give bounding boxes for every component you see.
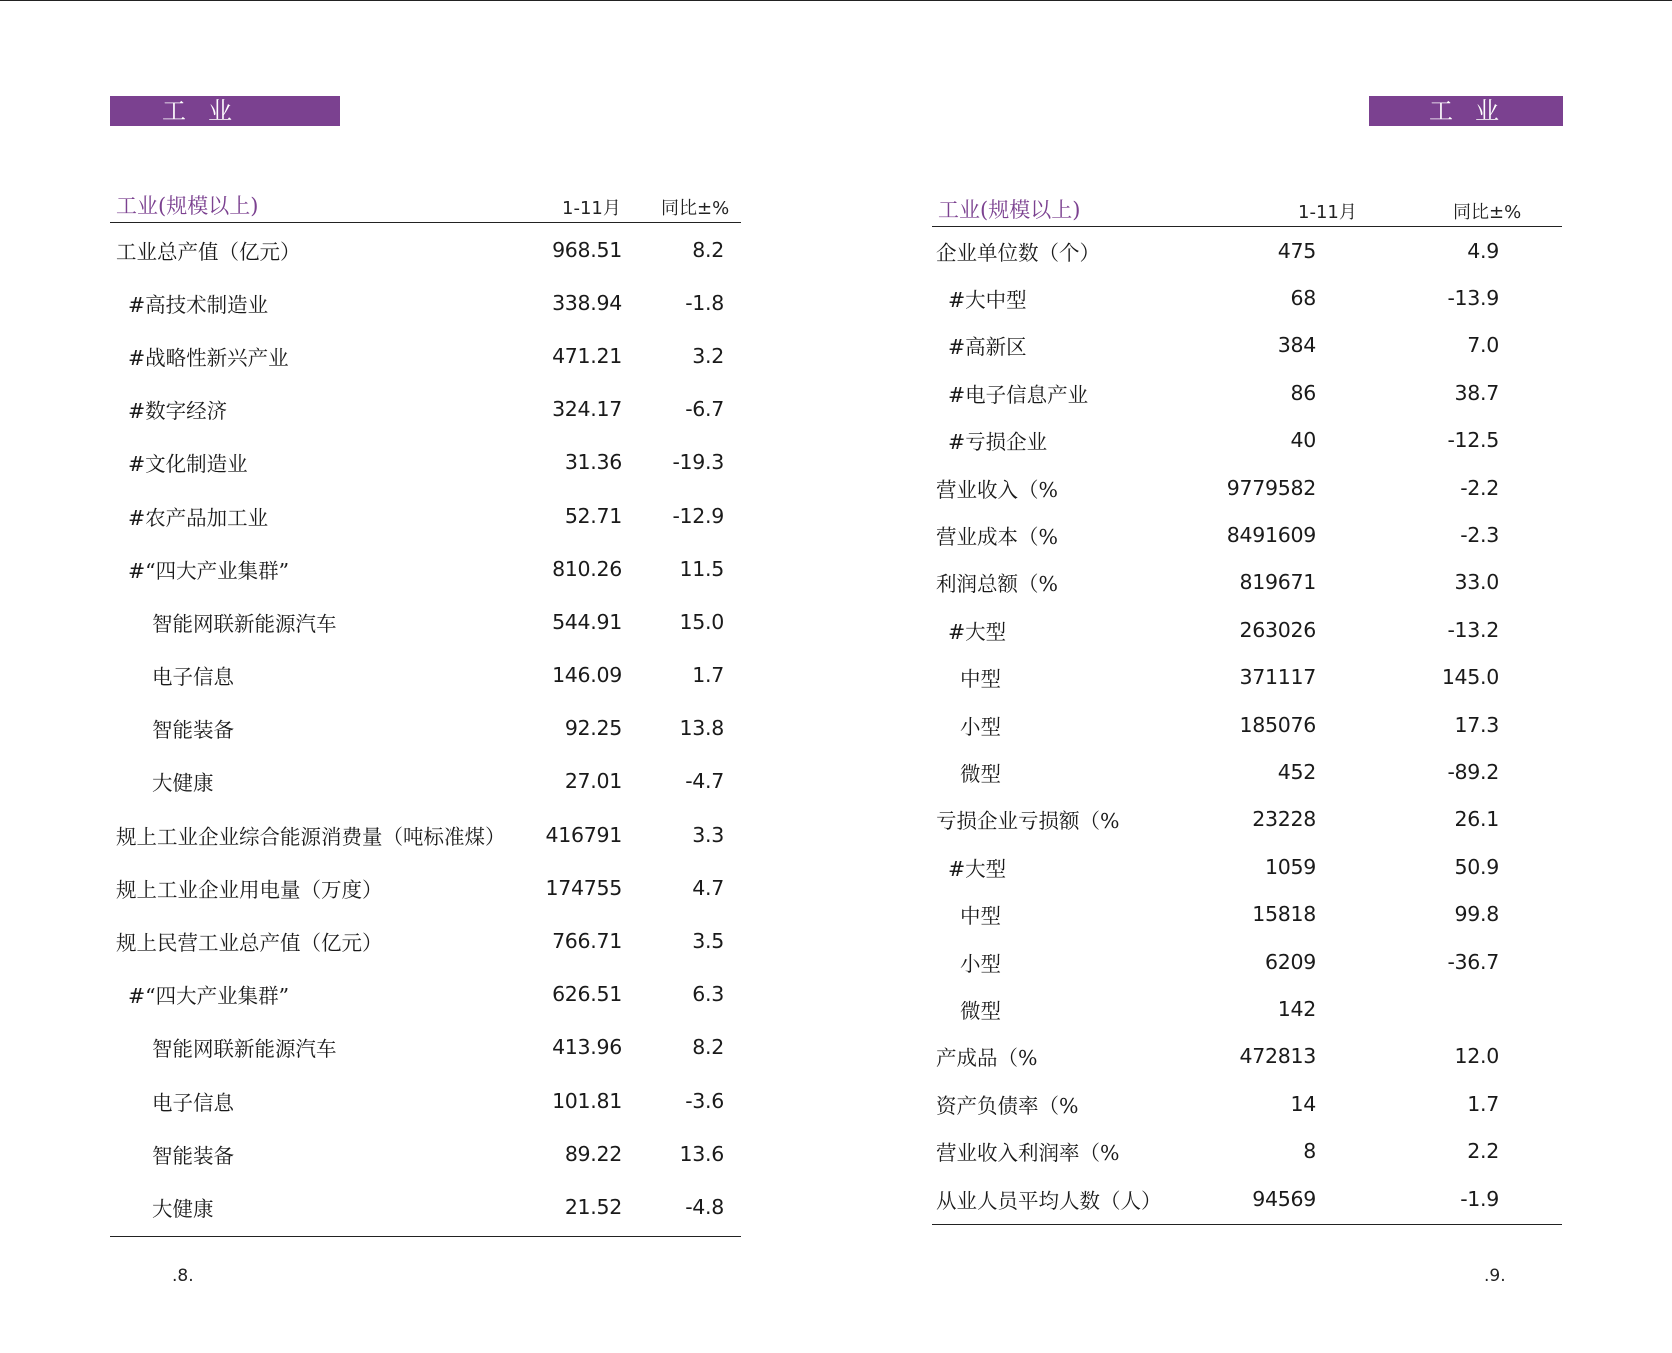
column-header-value: 1-11月 <box>562 198 621 219</box>
row-value: 475 <box>1277 238 1316 263</box>
table-row <box>110 1021 741 1074</box>
table-row <box>110 861 741 914</box>
row-label: #农产品加工业 <box>128 505 269 530</box>
row-label: 中型 <box>960 904 1001 929</box>
table-row <box>110 542 741 595</box>
row-value: 8491609 <box>1226 523 1316 548</box>
row-label: 营业成本（% <box>936 525 1058 550</box>
row-label: 中型 <box>960 667 1001 692</box>
table-row <box>932 274 1562 321</box>
table-row <box>110 914 741 967</box>
row-value: 471.21 <box>552 343 622 368</box>
row-yoy-change: -12.5 <box>1447 428 1499 453</box>
row-label: 大健康 <box>152 771 214 796</box>
row-value: 92.25 <box>564 716 622 741</box>
table-row <box>932 890 1562 937</box>
row-label: 规上民营工业总产值（亿元） <box>116 931 383 956</box>
row-yoy-change: -1.9 <box>1460 1186 1499 1211</box>
row-yoy-change: 6.3 <box>692 982 724 1007</box>
row-yoy-change: 3.2 <box>692 343 724 368</box>
table-row <box>932 843 1562 890</box>
row-yoy-change: 8.2 <box>692 1035 724 1060</box>
row-label: 营业收入（% <box>936 477 1058 502</box>
row-value: 94569 <box>1252 1186 1316 1211</box>
row-yoy-change: -1.8 <box>685 290 724 315</box>
row-label: 营业收入利润率（% <box>936 1141 1120 1166</box>
table-row <box>932 559 1562 606</box>
row-yoy-change: -13.9 <box>1447 286 1499 311</box>
row-yoy-change: 4.7 <box>692 875 724 900</box>
row-yoy-change: 12.0 <box>1454 1044 1499 1069</box>
row-label: #高技术制造业 <box>128 292 269 317</box>
row-label: 工业总产值（亿元） <box>116 239 301 264</box>
row-yoy-change: 15.0 <box>679 609 724 634</box>
row-label: 智能装备 <box>152 718 234 743</box>
row-yoy-change: 33.0 <box>1454 570 1499 595</box>
row-value: 14 <box>1290 1091 1316 1116</box>
row-label: #电子信息产业 <box>948 382 1089 407</box>
row-yoy-change: -3.6 <box>685 1088 724 1113</box>
row-yoy-change: -2.3 <box>1460 523 1499 548</box>
table-row <box>932 796 1562 843</box>
row-label: 亏损企业亏损额（% <box>936 809 1120 834</box>
row-label: 大健康 <box>152 1196 214 1221</box>
table-row <box>110 649 741 702</box>
row-yoy-change: 50.9 <box>1454 854 1499 879</box>
row-label: 产成品（% <box>936 1046 1038 1071</box>
row-yoy-change: 17.3 <box>1454 712 1499 737</box>
row-yoy-change: -6.7 <box>685 397 724 422</box>
row-yoy-change: 8.2 <box>692 237 724 262</box>
row-yoy-change: -13.2 <box>1447 617 1499 642</box>
row-value: 68 <box>1290 286 1316 311</box>
table-row <box>932 606 1562 653</box>
table-row <box>932 1175 1562 1222</box>
table-row <box>932 369 1562 416</box>
table-bottom-rule <box>932 1224 1562 1225</box>
row-yoy-change: 2.2 <box>1467 1139 1499 1164</box>
row-label: 微型 <box>960 998 1001 1023</box>
table-row <box>932 748 1562 795</box>
row-value: 21.52 <box>564 1194 622 1219</box>
row-label: #“四大产业集群” <box>128 984 290 1009</box>
row-value: 338.94 <box>552 290 622 315</box>
table-row <box>110 1180 741 1233</box>
row-yoy-change: 11.5 <box>679 556 724 581</box>
table-row <box>932 511 1562 558</box>
table-row <box>110 808 741 861</box>
column-header-yoy: 同比±% <box>1453 202 1522 223</box>
table-row <box>932 1033 1562 1080</box>
row-yoy-change: 13.8 <box>679 716 724 741</box>
row-label: 规上工业企业用电量（万度） <box>116 877 383 902</box>
table-row <box>110 755 741 808</box>
row-label: 小型 <box>960 951 1001 976</box>
row-value: 766.71 <box>552 929 622 954</box>
row-label: #文化制造业 <box>128 452 248 477</box>
row-yoy-change: -36.7 <box>1447 949 1499 974</box>
row-yoy-change: 7.0 <box>1467 333 1499 358</box>
row-yoy-change: -4.8 <box>685 1194 724 1219</box>
row-yoy-change: -4.7 <box>685 769 724 794</box>
row-label: #数字经济 <box>128 399 228 424</box>
row-value: 9779582 <box>1226 475 1316 500</box>
table-row <box>932 322 1562 369</box>
table-row <box>932 1127 1562 1174</box>
table-header <box>110 190 741 223</box>
row-value: 15818 <box>1252 902 1316 927</box>
row-value: 452 <box>1277 759 1316 784</box>
right-page <box>836 0 1672 1353</box>
row-label: #大中型 <box>948 288 1027 313</box>
row-yoy-change: 13.6 <box>679 1141 724 1166</box>
table-body <box>110 223 741 1234</box>
section-banner-left: 工业 <box>110 96 340 126</box>
row-value: 413.96 <box>552 1035 622 1060</box>
table-row <box>110 489 741 542</box>
row-value: 324.17 <box>552 397 622 422</box>
row-value: 142 <box>1277 996 1316 1021</box>
table-row <box>110 436 741 489</box>
table-title: 工业(规模以上) <box>938 198 1081 222</box>
table-row <box>110 968 741 1021</box>
table-body <box>932 227 1562 1222</box>
table-row <box>932 464 1562 511</box>
row-yoy-change: 38.7 <box>1454 380 1499 405</box>
row-value: 52.71 <box>564 503 622 528</box>
row-label: 智能网联新能源汽车 <box>152 1037 337 1062</box>
row-yoy-change: 145.0 <box>1441 665 1499 690</box>
row-yoy-change: -89.2 <box>1447 759 1499 784</box>
section-banner-right: 工业 <box>1369 96 1563 126</box>
row-label: #大型 <box>948 856 1007 881</box>
row-label: 从业人员平均人数（人） <box>936 1188 1162 1213</box>
row-yoy-change: 3.5 <box>692 929 724 954</box>
row-value: 101.81 <box>552 1088 622 1113</box>
row-value: 6209 <box>1265 949 1316 974</box>
row-label: #亏损企业 <box>948 430 1048 455</box>
row-value: 472813 <box>1239 1044 1316 1069</box>
row-value: 146.09 <box>552 663 622 688</box>
row-label: 智能网联新能源汽车 <box>152 611 337 636</box>
industry-finance-table <box>932 194 1562 1225</box>
row-value: 819671 <box>1239 570 1316 595</box>
row-yoy-change: 1.7 <box>692 663 724 688</box>
row-value: 185076 <box>1239 712 1316 737</box>
row-yoy-change: -2.2 <box>1460 475 1499 500</box>
row-yoy-change: -12.9 <box>672 503 724 528</box>
table-bottom-rule <box>110 1236 741 1237</box>
row-value: 384 <box>1277 333 1316 358</box>
page-number: .9. <box>1484 1266 1506 1286</box>
table-row <box>110 595 741 648</box>
row-value: 86 <box>1290 380 1316 405</box>
table-row <box>932 1080 1562 1127</box>
row-label: 规上工业企业综合能源消费量（吨标准煤） <box>116 824 506 849</box>
row-label: #高新区 <box>948 335 1027 360</box>
row-label: 电子信息 <box>152 665 234 690</box>
row-value: 416791 <box>545 822 622 847</box>
table-row <box>932 654 1562 701</box>
row-label: 智能装备 <box>152 1143 234 1168</box>
table-row <box>932 985 1562 1032</box>
row-value: 31.36 <box>564 450 622 475</box>
row-label: 企业单位数（个） <box>936 240 1100 265</box>
column-header-value: 1-11月 <box>1298 202 1357 223</box>
row-value: 1059 <box>1265 854 1316 879</box>
table-row <box>110 223 741 276</box>
table-row <box>110 1127 741 1180</box>
row-value: 40 <box>1290 428 1316 453</box>
row-value: 174755 <box>545 875 622 900</box>
row-label: 小型 <box>960 714 1001 739</box>
table-row <box>110 383 741 436</box>
table-row <box>932 417 1562 464</box>
page-number: .8. <box>172 1266 194 1286</box>
table-row <box>932 227 1562 274</box>
table-title: 工业(规模以上) <box>116 194 259 218</box>
row-value: 371117 <box>1239 665 1316 690</box>
row-yoy-change: 99.8 <box>1454 902 1499 927</box>
industry-output-table <box>110 190 741 1237</box>
row-value: 8 <box>1303 1139 1316 1164</box>
row-yoy-change: 26.1 <box>1454 807 1499 832</box>
row-value: 810.26 <box>552 556 622 581</box>
row-label: 电子信息 <box>152 1090 234 1115</box>
row-label: 利润总额（% <box>936 572 1058 597</box>
column-header-yoy: 同比±% <box>661 198 730 219</box>
row-value: 89.22 <box>564 1141 622 1166</box>
row-yoy-change: 4.9 <box>1467 238 1499 263</box>
table-row <box>110 276 741 329</box>
table-row <box>110 702 741 755</box>
table-row <box>932 938 1562 985</box>
row-value: 263026 <box>1239 617 1316 642</box>
row-value: 27.01 <box>564 769 622 794</box>
row-value: 626.51 <box>552 982 622 1007</box>
row-label: 资产负债率（% <box>936 1093 1079 1118</box>
row-yoy-change: -19.3 <box>672 450 724 475</box>
row-label: 微型 <box>960 761 1001 786</box>
row-label: #大型 <box>948 619 1007 644</box>
table-header <box>932 194 1562 227</box>
row-value: 544.91 <box>552 609 622 634</box>
row-value: 23228 <box>1252 807 1316 832</box>
table-row <box>110 1074 741 1127</box>
row-label: #“四大产业集群” <box>128 558 290 583</box>
table-row <box>110 329 741 382</box>
row-label: #战略性新兴产业 <box>128 345 289 370</box>
row-yoy-change: 1.7 <box>1467 1091 1499 1116</box>
row-yoy-change: 3.3 <box>692 822 724 847</box>
table-row <box>932 701 1562 748</box>
row-value: 968.51 <box>552 237 622 262</box>
